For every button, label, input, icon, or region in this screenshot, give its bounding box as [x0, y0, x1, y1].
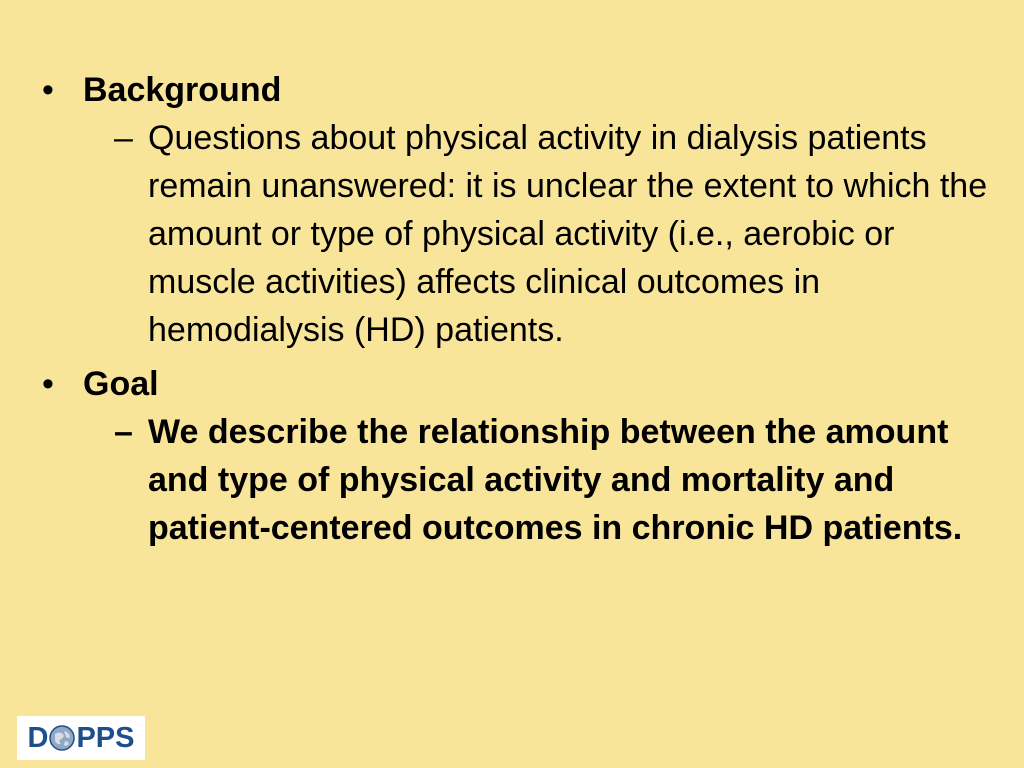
heading-goal: Goal	[83, 365, 159, 403]
subbullet-goal	[38, 408, 998, 552]
bullet-background	[38, 68, 998, 112]
dash-glyph: –	[114, 413, 133, 451]
background-text: Questions about physical activity in dialysis patients remain unanswered: it is unclear the extent to which the amount or type of physical activity (i.e., aerobic or muscle activities) affects clinical outcomes in hemodialysis (HD) patients.	[148, 119, 988, 349]
logo-letter-d: D	[27, 721, 49, 754]
goal-text: We describe the relationship between the amount and type of physical activity and mortality and patient-centered outcomes in chronic HD patients.	[148, 413, 963, 547]
logo-letters-pps: PPS	[76, 721, 135, 754]
subbullet-background	[38, 114, 998, 354]
bullet-glyph: •	[42, 365, 54, 403]
bullet-glyph: •	[42, 71, 54, 109]
heading-background: Background	[83, 71, 282, 109]
bullet-goal	[38, 362, 998, 406]
globe-icon	[49, 725, 75, 751]
dash-glyph: –	[114, 119, 133, 157]
slide-content	[38, 68, 998, 560]
dopps-logo	[17, 716, 145, 760]
